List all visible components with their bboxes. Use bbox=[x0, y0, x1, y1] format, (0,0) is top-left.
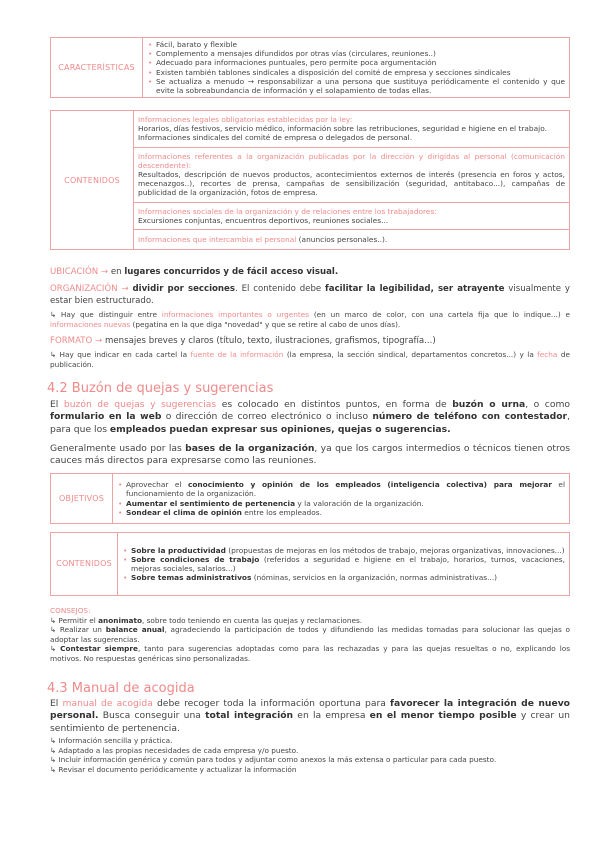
text-segment: ↳ Realizar un bbox=[50, 625, 106, 634]
text-segment: . El contenido debe bbox=[235, 284, 326, 294]
list-item bbox=[147, 40, 565, 49]
contenidos-row bbox=[134, 111, 570, 148]
text-segment: , ya que los cargos intermedios o técnicos tienen otros cauces más directos para expresarse como las reuniones. bbox=[50, 443, 570, 467]
contenidos-buzon-list bbox=[122, 546, 565, 583]
text-segment: Resultados, descripción de nuevos productos, acontecimientos externos de interés (presencia en foros y actos, mecenazgos..), recortes de prensa, campañas de sensibilización (seguridad, antitabaco...), campañas de publicidad de la organización, fotos de empresa. bbox=[138, 170, 565, 198]
list-item bbox=[122, 555, 565, 573]
list-item bbox=[117, 499, 565, 508]
contenidos-buzon-table bbox=[50, 532, 570, 596]
bold-text: número de teléfono con contestador bbox=[372, 411, 568, 423]
list-item bbox=[122, 573, 565, 582]
text-segment: , para que los bbox=[50, 411, 571, 435]
text-segment: Fácil, barato y flexible bbox=[156, 40, 238, 49]
organizacion-note bbox=[50, 310, 570, 329]
text-segment: (pegatina en la que diga "novedad" y que se retire al cabo de unos días). bbox=[130, 319, 401, 329]
bold-text: empleados puedan expresar sus opiniones, quejas o sugerencias. bbox=[109, 423, 451, 435]
highlight-text: UBICACIÓN → bbox=[50, 267, 111, 277]
text-segment: es colocado en distintos puntos, en forma de bbox=[216, 399, 453, 410]
list-item bbox=[147, 49, 565, 58]
bold-text: en el menor tiempo posible bbox=[369, 710, 517, 722]
list-item bbox=[122, 546, 565, 555]
bold-text: lugares concurridos y de fácil acceso visual. bbox=[124, 267, 339, 277]
formato-note bbox=[50, 350, 570, 369]
bold-text: buzón o urna bbox=[452, 399, 526, 410]
text-segment: y la valoración de la organización. bbox=[295, 498, 424, 508]
text-segment: (referidos a seguridad e higiene en el trabajo, horarios, turnos, vacaciones, mejoras sociales, salarios...) bbox=[131, 554, 565, 573]
consejos-block bbox=[50, 606, 570, 663]
text-segment: entre los empleados. bbox=[241, 507, 322, 517]
tip-line bbox=[50, 736, 570, 746]
table-label: CARACTERÍSTICAS bbox=[51, 38, 143, 98]
tip-line bbox=[50, 755, 570, 765]
objetivos-table bbox=[50, 473, 570, 524]
text-segment: (propuestas de mejoras en los métodos de trabajo, mejoras organizativas, innovaciones...) bbox=[225, 545, 565, 555]
text-segment: debe recoger toda la información oportuna para bbox=[152, 698, 391, 709]
text-segment: El bbox=[50, 698, 63, 709]
table-label: OBJETIVOS bbox=[51, 474, 113, 524]
ubicacion-paragraph bbox=[50, 267, 570, 279]
manual-lines bbox=[50, 736, 570, 774]
text-segment: y crear un sentimiento de pertenencia. bbox=[50, 710, 570, 734]
bold-text: anonimato bbox=[98, 615, 142, 625]
bold-text: dividir por secciones bbox=[132, 284, 235, 294]
text-segment: ↳ Adaptado a las propias necesidades de cada empresa y/o puesto. bbox=[50, 745, 299, 755]
caracteristicas-list bbox=[147, 40, 565, 95]
bold-text: conocimiento y opinión de los empleados (inteligencia colectiva) para mejorar bbox=[187, 480, 552, 490]
text-segment: Generalmente usado por las bbox=[50, 443, 186, 454]
text-segment: el funcionamiento de la organización. bbox=[126, 480, 565, 499]
text-segment: Excursiones conjuntas, encuentros deportivos, reuniones sociales... bbox=[138, 215, 389, 225]
buzon-paragraph-2 bbox=[50, 443, 570, 468]
manual-paragraph bbox=[50, 698, 570, 735]
highlight-text: Informaciones legales obligatorias establecidas por la ley: bbox=[138, 115, 353, 124]
text-segment: ↳ Hay que distinguir entre bbox=[50, 310, 162, 319]
tip-line bbox=[50, 765, 570, 775]
consejos-lines bbox=[50, 616, 570, 664]
table-label: CONTENIDOS bbox=[51, 533, 118, 596]
bold-text: facilitar la legibilidad, ser atrayente bbox=[325, 284, 505, 294]
text-segment: (la empresa, la sección sindical, departamentos concretos...) y la bbox=[283, 350, 538, 359]
text-segment: o dirección de correo electrónico o incluso bbox=[161, 411, 373, 423]
text-segment: Adecuado para informaciones puntuales, pero permite poca argumentación bbox=[156, 58, 437, 68]
text-segment: Se actualiza a menudo → responsabilizar a una persona que sustituya periódicamente el contenido y que evite la sobreabundancia de información y el solapamiento de todas ellas. bbox=[156, 76, 565, 96]
bold-text: Sobre temas administrativos bbox=[131, 573, 252, 583]
formato-paragraph bbox=[50, 336, 570, 348]
text-segment: , tanto para sugerencias adoptadas como para las rechazadas y para las quejas resueltas o no, explicando los motivos. No respuestas genéricas sino personalizadas. bbox=[50, 644, 571, 663]
list-item bbox=[147, 77, 565, 95]
tip-line bbox=[50, 625, 570, 644]
text-segment: (anuncios personales..). bbox=[296, 235, 388, 245]
highlight-text: fecha bbox=[537, 350, 558, 359]
text-segment: (en un marco de color, con una cartela fija que lo indique...) e bbox=[309, 310, 571, 319]
section-heading-4-2: 4.2 Buzón de quejas y sugerencias bbox=[47, 381, 274, 396]
text-segment: (nóminas, servicios en la organización, normas administrativas...) bbox=[251, 573, 498, 583]
text-segment: visualmente y estar bien estructurado. bbox=[50, 284, 570, 306]
text-segment: , sobre todo teniendo en cuenta las quejas y reclamaciones. bbox=[141, 615, 363, 625]
highlight-text: manual de acogida bbox=[62, 698, 153, 709]
text-segment: Busca conseguir una bbox=[98, 710, 206, 722]
buzon-paragraph bbox=[50, 399, 570, 436]
text-segment: en la empresa bbox=[293, 710, 370, 722]
bold-text: formulario en la web bbox=[50, 411, 162, 423]
section-heading-4-3: 4.3 Manual de acogida bbox=[47, 681, 195, 696]
text-segment: Existen también tablones sindicales a disposición del comité de empresa y secciones sindicales bbox=[156, 67, 511, 77]
list-item bbox=[147, 68, 565, 77]
text-segment: Aprovechar el bbox=[126, 480, 188, 490]
text-segment: El bbox=[50, 399, 64, 410]
text-segment: , agradeciendo la participación de todos y difundiendo las medidas tomadas para solucionar las quejas o adoptar las sugerencias. bbox=[50, 625, 570, 644]
contenidos-row bbox=[134, 202, 570, 229]
bold-text: balance anual bbox=[105, 625, 165, 634]
tip-line bbox=[50, 616, 570, 626]
contenidos-table bbox=[50, 110, 570, 250]
contenidos-row bbox=[134, 230, 570, 250]
organizacion-paragraph bbox=[50, 284, 570, 307]
contenidos-row bbox=[134, 147, 570, 202]
text-segment: en bbox=[110, 267, 125, 277]
highlight-text: informaciones importantes o urgentes bbox=[161, 310, 310, 319]
text-segment: de publicación. bbox=[50, 350, 570, 369]
text-segment: Horarios, días festivos, servicio médico, información sobre las retribuciones, seguridad e higiene en el trabajo. Informaciones sindicales del comité de empresa o delegados de personal. bbox=[138, 124, 547, 143]
list-item bbox=[117, 480, 565, 498]
text-segment: ↳ Revisar el documento periódicamente y actualizar la información bbox=[50, 764, 297, 774]
tip-line bbox=[50, 644, 570, 663]
highlight-text: fuente de la información bbox=[190, 350, 284, 359]
highlight-text: FORMATO → bbox=[50, 336, 105, 346]
bold-text: Contestar siempre bbox=[60, 644, 138, 653]
highlight-text: Informaciones que intercambia el personal bbox=[138, 235, 297, 245]
caracteristicas-table bbox=[50, 37, 570, 98]
bold-text: total integración bbox=[205, 710, 294, 722]
highlight-text: buzón de quejas y sugerencias bbox=[63, 399, 217, 410]
objetivos-list bbox=[117, 480, 565, 517]
text-segment: Complemento a mensajes difundidos por otras vías (circulares, reuniones..) bbox=[156, 49, 436, 59]
text-segment: ↳ Permitir el bbox=[50, 615, 99, 625]
bold-text: bases de la organización bbox=[185, 443, 315, 454]
highlight-text: Informaciones referentes a la organización publicadas por la dirección y dirigidas al personal (comunicación descendente): bbox=[138, 151, 565, 170]
bold-text: favorecer la integración de nuevo personal. bbox=[50, 698, 570, 722]
bold-text: Sondear el clima de opinión bbox=[126, 507, 242, 517]
highlight-text: Informaciones sociales de la organización y de relaciones entre los trabajadores: bbox=[138, 206, 437, 216]
consejos-title: CONSEJOS: bbox=[50, 606, 91, 615]
highlight-text: informaciones nuevas bbox=[50, 319, 131, 329]
tip-line bbox=[50, 746, 570, 756]
list-item bbox=[147, 58, 565, 67]
text-segment: ↳ Hay que indicar en cada cartel la bbox=[50, 350, 191, 359]
text-segment: ↳ Incluir información genérica y común para todos y adjuntar como anexos la más extensa o particular para cada puesto. bbox=[50, 755, 497, 764]
highlight-text: ORGANIZACIÓN → bbox=[50, 284, 133, 294]
text-segment: , o como bbox=[525, 399, 571, 410]
bold-text: Sobre la productividad bbox=[131, 545, 226, 555]
bold-text: Sobre condiciones de trabajo bbox=[131, 554, 260, 564]
table-label: CONTENIDOS bbox=[51, 111, 134, 250]
text-segment: ↳ bbox=[50, 644, 61, 653]
text-segment: mensajes breves y claros (título, texto, ilustraciones, grafismos, tipografía...) bbox=[104, 336, 436, 346]
bold-text: Aumentar el sentimiento de pertenencia bbox=[126, 498, 296, 508]
list-item bbox=[117, 508, 565, 517]
text-segment: ↳ Información sencilla y práctica. bbox=[50, 736, 173, 745]
